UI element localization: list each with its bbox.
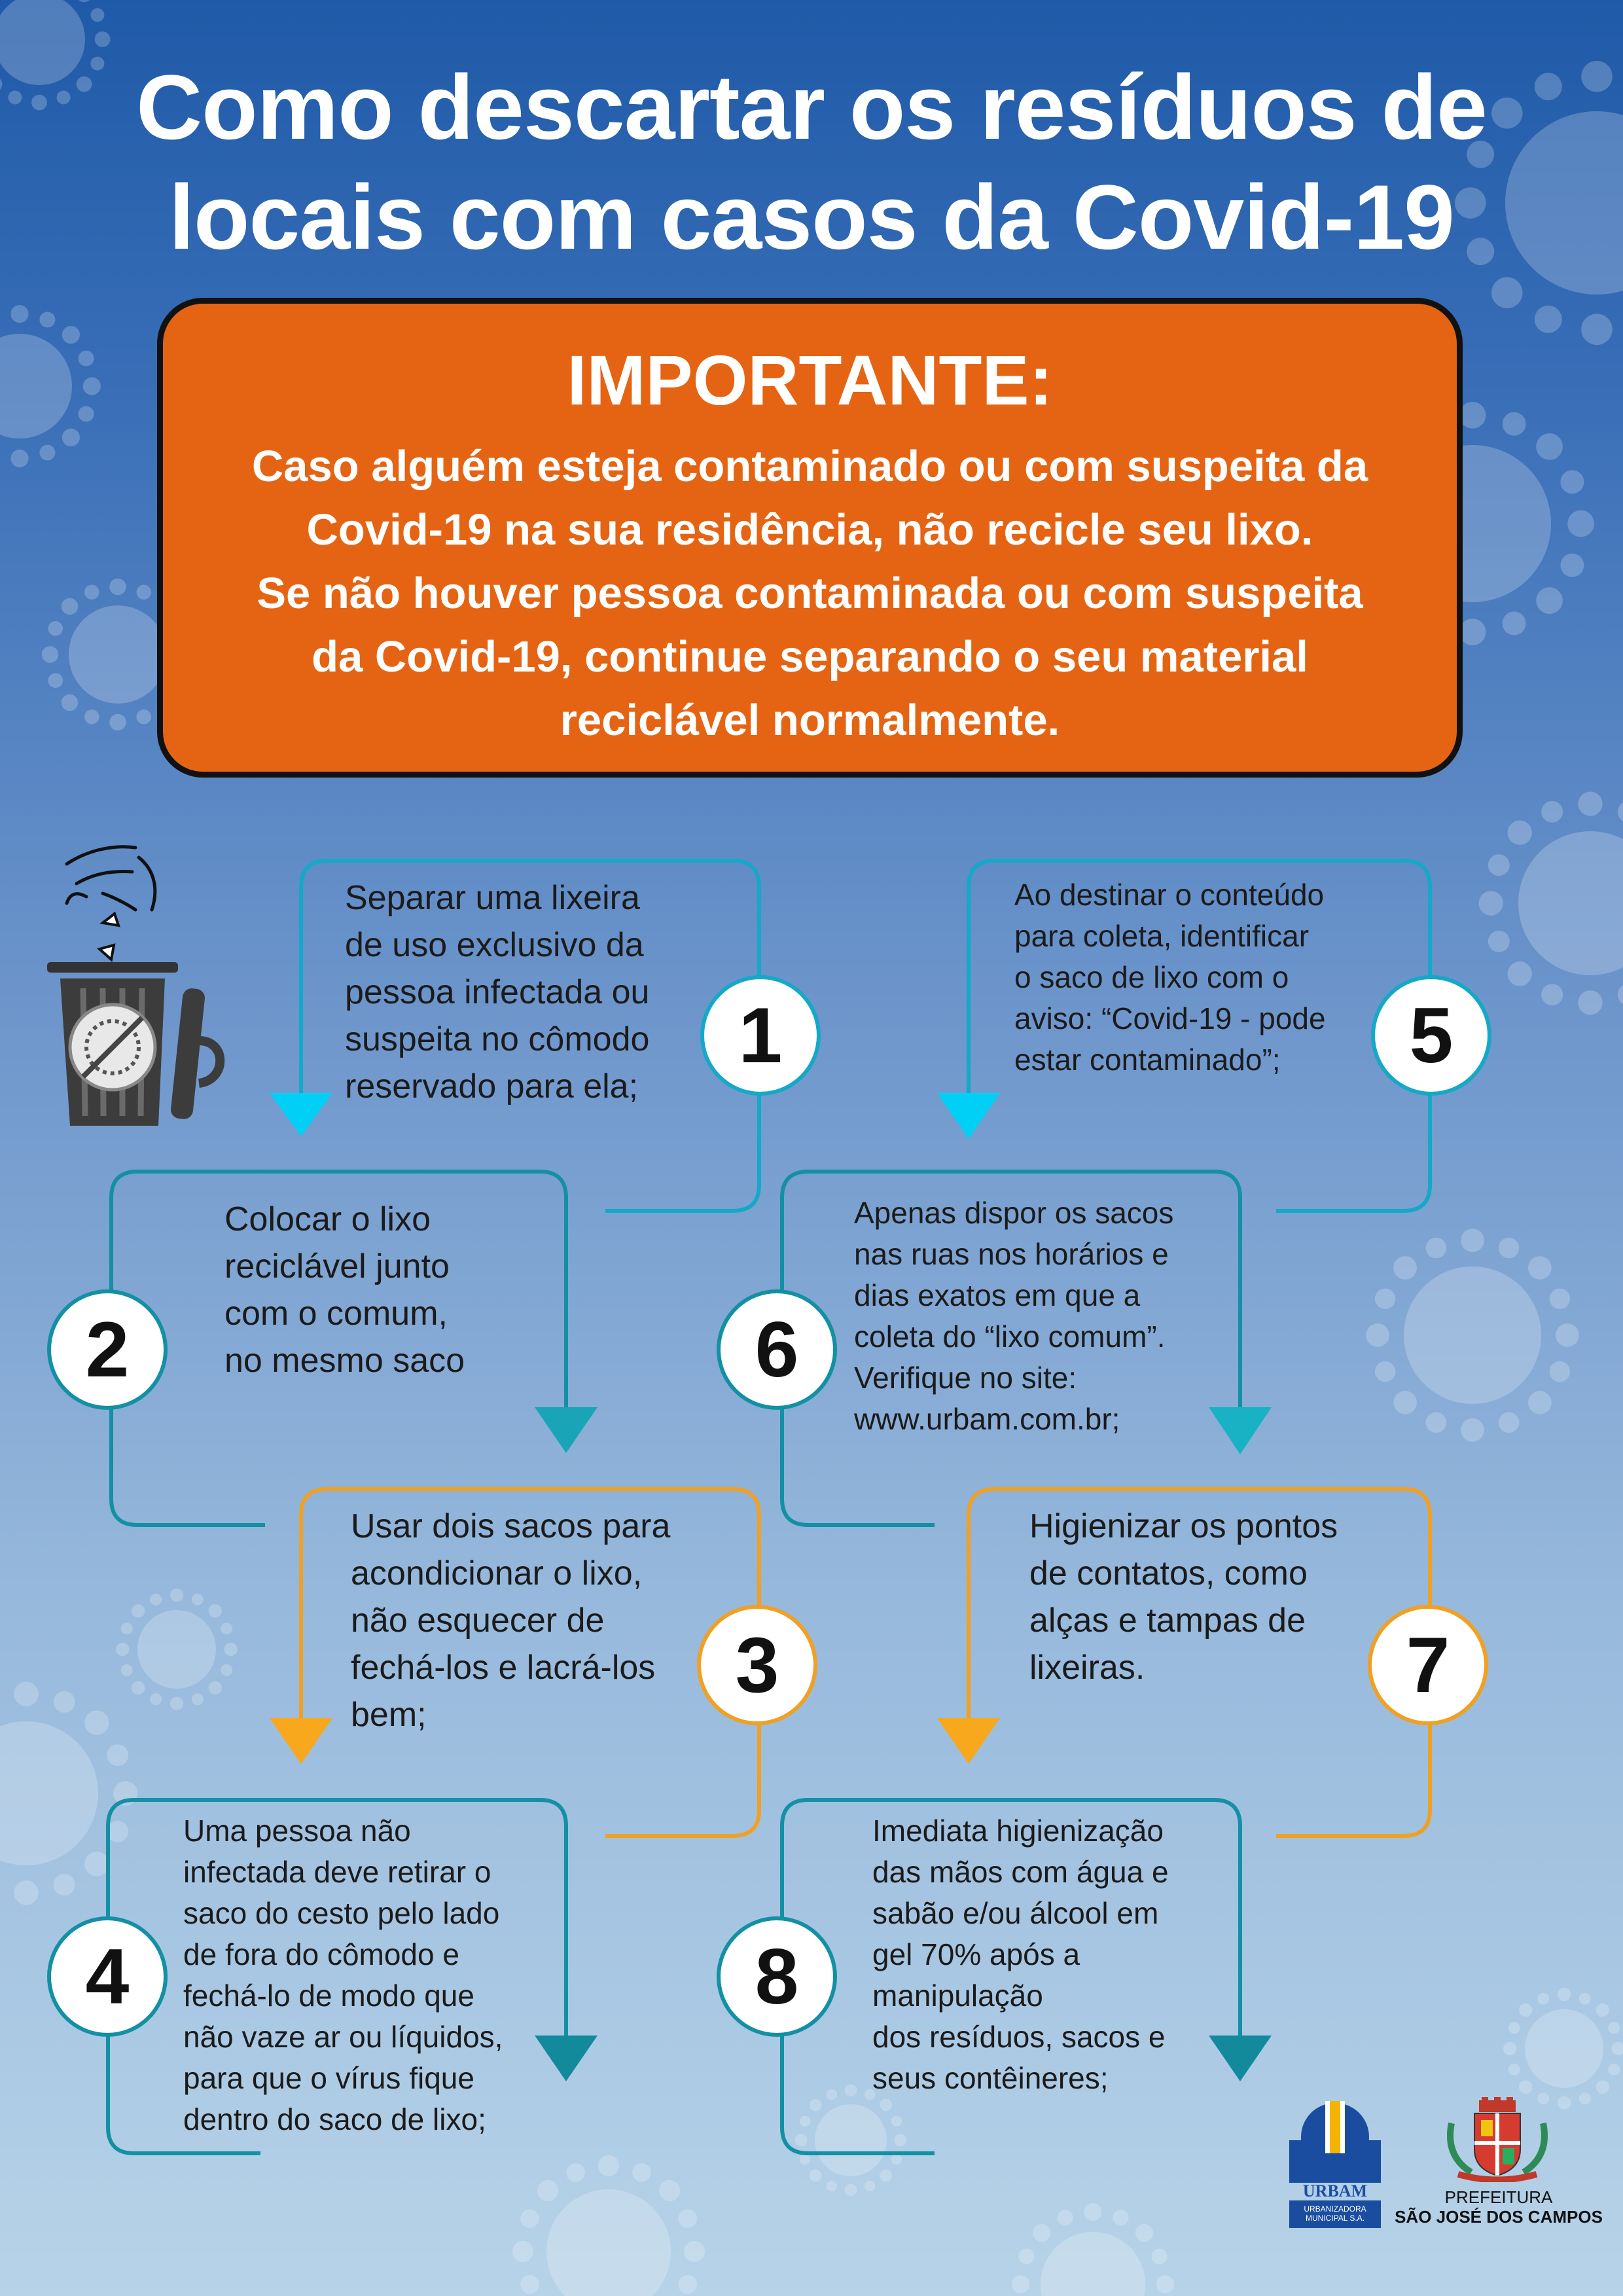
step-line: manipulação — [872, 1979, 1043, 2013]
title-line-1: Como descartar os resíduos de — [136, 56, 1487, 158]
step-line: Separar uma lixeira — [345, 879, 640, 917]
step-line: Higienizar os pontos — [1029, 1507, 1338, 1545]
step-line: para que o vírus fique — [183, 2061, 474, 2095]
step-line: Usar dois sacos para — [351, 1507, 671, 1545]
step-7-badge: 7 — [1368, 1605, 1488, 1725]
step-line: alças e tampas de — [1029, 1602, 1306, 1640]
step-line: estar contaminado”; — [1014, 1043, 1281, 1077]
step-5-badge: 5 — [1371, 975, 1491, 1096]
urbam-subtitle-line: URBANIZADORA — [1304, 2204, 1366, 2214]
step-line: nas ruas nos horários e — [854, 1237, 1169, 1271]
step-line: dentro do saco de lixo; — [183, 2102, 486, 2136]
step-line: Apenas dispor os sacos — [854, 1196, 1174, 1230]
step-line: dias exatos em que a — [854, 1278, 1141, 1312]
step-line: gel 70% após a — [872, 1937, 1080, 1971]
step-line: dos resíduos, sacos e — [872, 2020, 1166, 2054]
step-7-text — [1029, 1503, 1338, 1691]
step-4-text — [183, 1810, 503, 2140]
step-line: não esquecer de — [351, 1602, 605, 1640]
step-8-badge: 8 — [717, 1916, 837, 2037]
step-2-badge: 2 — [47, 1289, 168, 1410]
step-line: saco do cesto pelo lado — [183, 1896, 500, 1930]
step-5-text — [1014, 874, 1326, 1081]
important-line: Se não houver pessoa contaminada ou com suspeita — [257, 569, 1363, 618]
step-1-text — [345, 874, 649, 1110]
city-name-label: SÃO JOSÉ DOS CAMPOS — [1395, 2207, 1603, 2227]
step-line: com o comum, — [224, 1295, 448, 1333]
step-line: para coleta, identificar — [1014, 919, 1310, 953]
coat-of-arms-icon — [1445, 2097, 1550, 2182]
step-line: sabão e/ou álcool em — [872, 1896, 1159, 1930]
step-1-badge: 1 — [700, 975, 821, 1096]
urbam-subtitle-line: MUNICIPAL S.A. — [1305, 2214, 1365, 2223]
step-line: coleta do “lixo comum”. — [854, 1319, 1166, 1354]
step-line: das mãos com água e — [872, 1855, 1169, 1889]
step-line: seus contêineres; — [872, 2061, 1109, 2095]
step-line: www.urbam.com.br; — [854, 1402, 1120, 1436]
important-heading: IMPORTANTE: — [567, 340, 1053, 420]
step-line: de contatos, como — [1029, 1554, 1308, 1592]
step-4-badge: 4 — [47, 1916, 168, 2037]
step-line: no mesmo saco — [224, 1342, 465, 1380]
step-line: pessoa infectada ou — [345, 973, 650, 1011]
urbam-logo-icon — [1289, 2101, 1381, 2183]
step-line: Ao destinar o conteúdo — [1014, 878, 1325, 912]
important-line: Caso alguém esteja contaminado ou com suspeita da — [251, 442, 1368, 491]
step-line: acondicionar o lixo, — [351, 1554, 643, 1592]
step-line: reservado para ela; — [345, 1067, 639, 1105]
important-line: Covid-19 na sua residência, não recicle seu lixo. — [306, 505, 1313, 554]
urbam-name: URBAM — [1302, 2181, 1368, 2200]
step-line: Colocar o lixo — [224, 1200, 431, 1238]
step-line: o saco de lixo com o — [1014, 960, 1289, 994]
title-line-2: locais com casos da Covid-19 — [169, 166, 1454, 268]
step-line: Uma pessoa não — [183, 1814, 411, 1848]
step-line: aviso: “Covid-19 - pode — [1014, 1001, 1326, 1035]
step-line: de fora do cômodo e — [183, 1937, 459, 1971]
step-line: infectada deve retirar o — [183, 1855, 491, 1889]
urbam-subtitle — [1289, 2200, 1381, 2228]
step-6-badge: 6 — [717, 1289, 837, 1410]
step-line: Verifique no site: — [854, 1361, 1077, 1395]
step-line: não vaze ar ou líquidos, — [183, 2020, 503, 2054]
step-line: fechá-los e lacrá-los — [351, 1649, 656, 1687]
step-8-text — [872, 1810, 1169, 2099]
important-line: da Covid-19, continue separando o seu material — [312, 632, 1308, 681]
step-line: Imediata higienização — [872, 1814, 1164, 1848]
step-line: bem; — [351, 1696, 427, 1734]
step-line: suspeita no cômodo — [345, 1020, 650, 1058]
step-2-text — [224, 1196, 465, 1384]
step-6-text — [854, 1193, 1173, 1440]
step-line: fechá-lo de modo que — [183, 1979, 474, 2013]
step-line: reciclável junto — [224, 1247, 450, 1285]
prefeitura-label: PREFEITURA — [1444, 2187, 1553, 2207]
step-line: de uso exclusivo da — [345, 926, 644, 964]
step-3-badge: 3 — [697, 1605, 817, 1725]
step-3-text — [351, 1503, 670, 1738]
important-line: reciclável normalmente. — [560, 696, 1060, 745]
step-line: lixeiras. — [1029, 1649, 1145, 1687]
